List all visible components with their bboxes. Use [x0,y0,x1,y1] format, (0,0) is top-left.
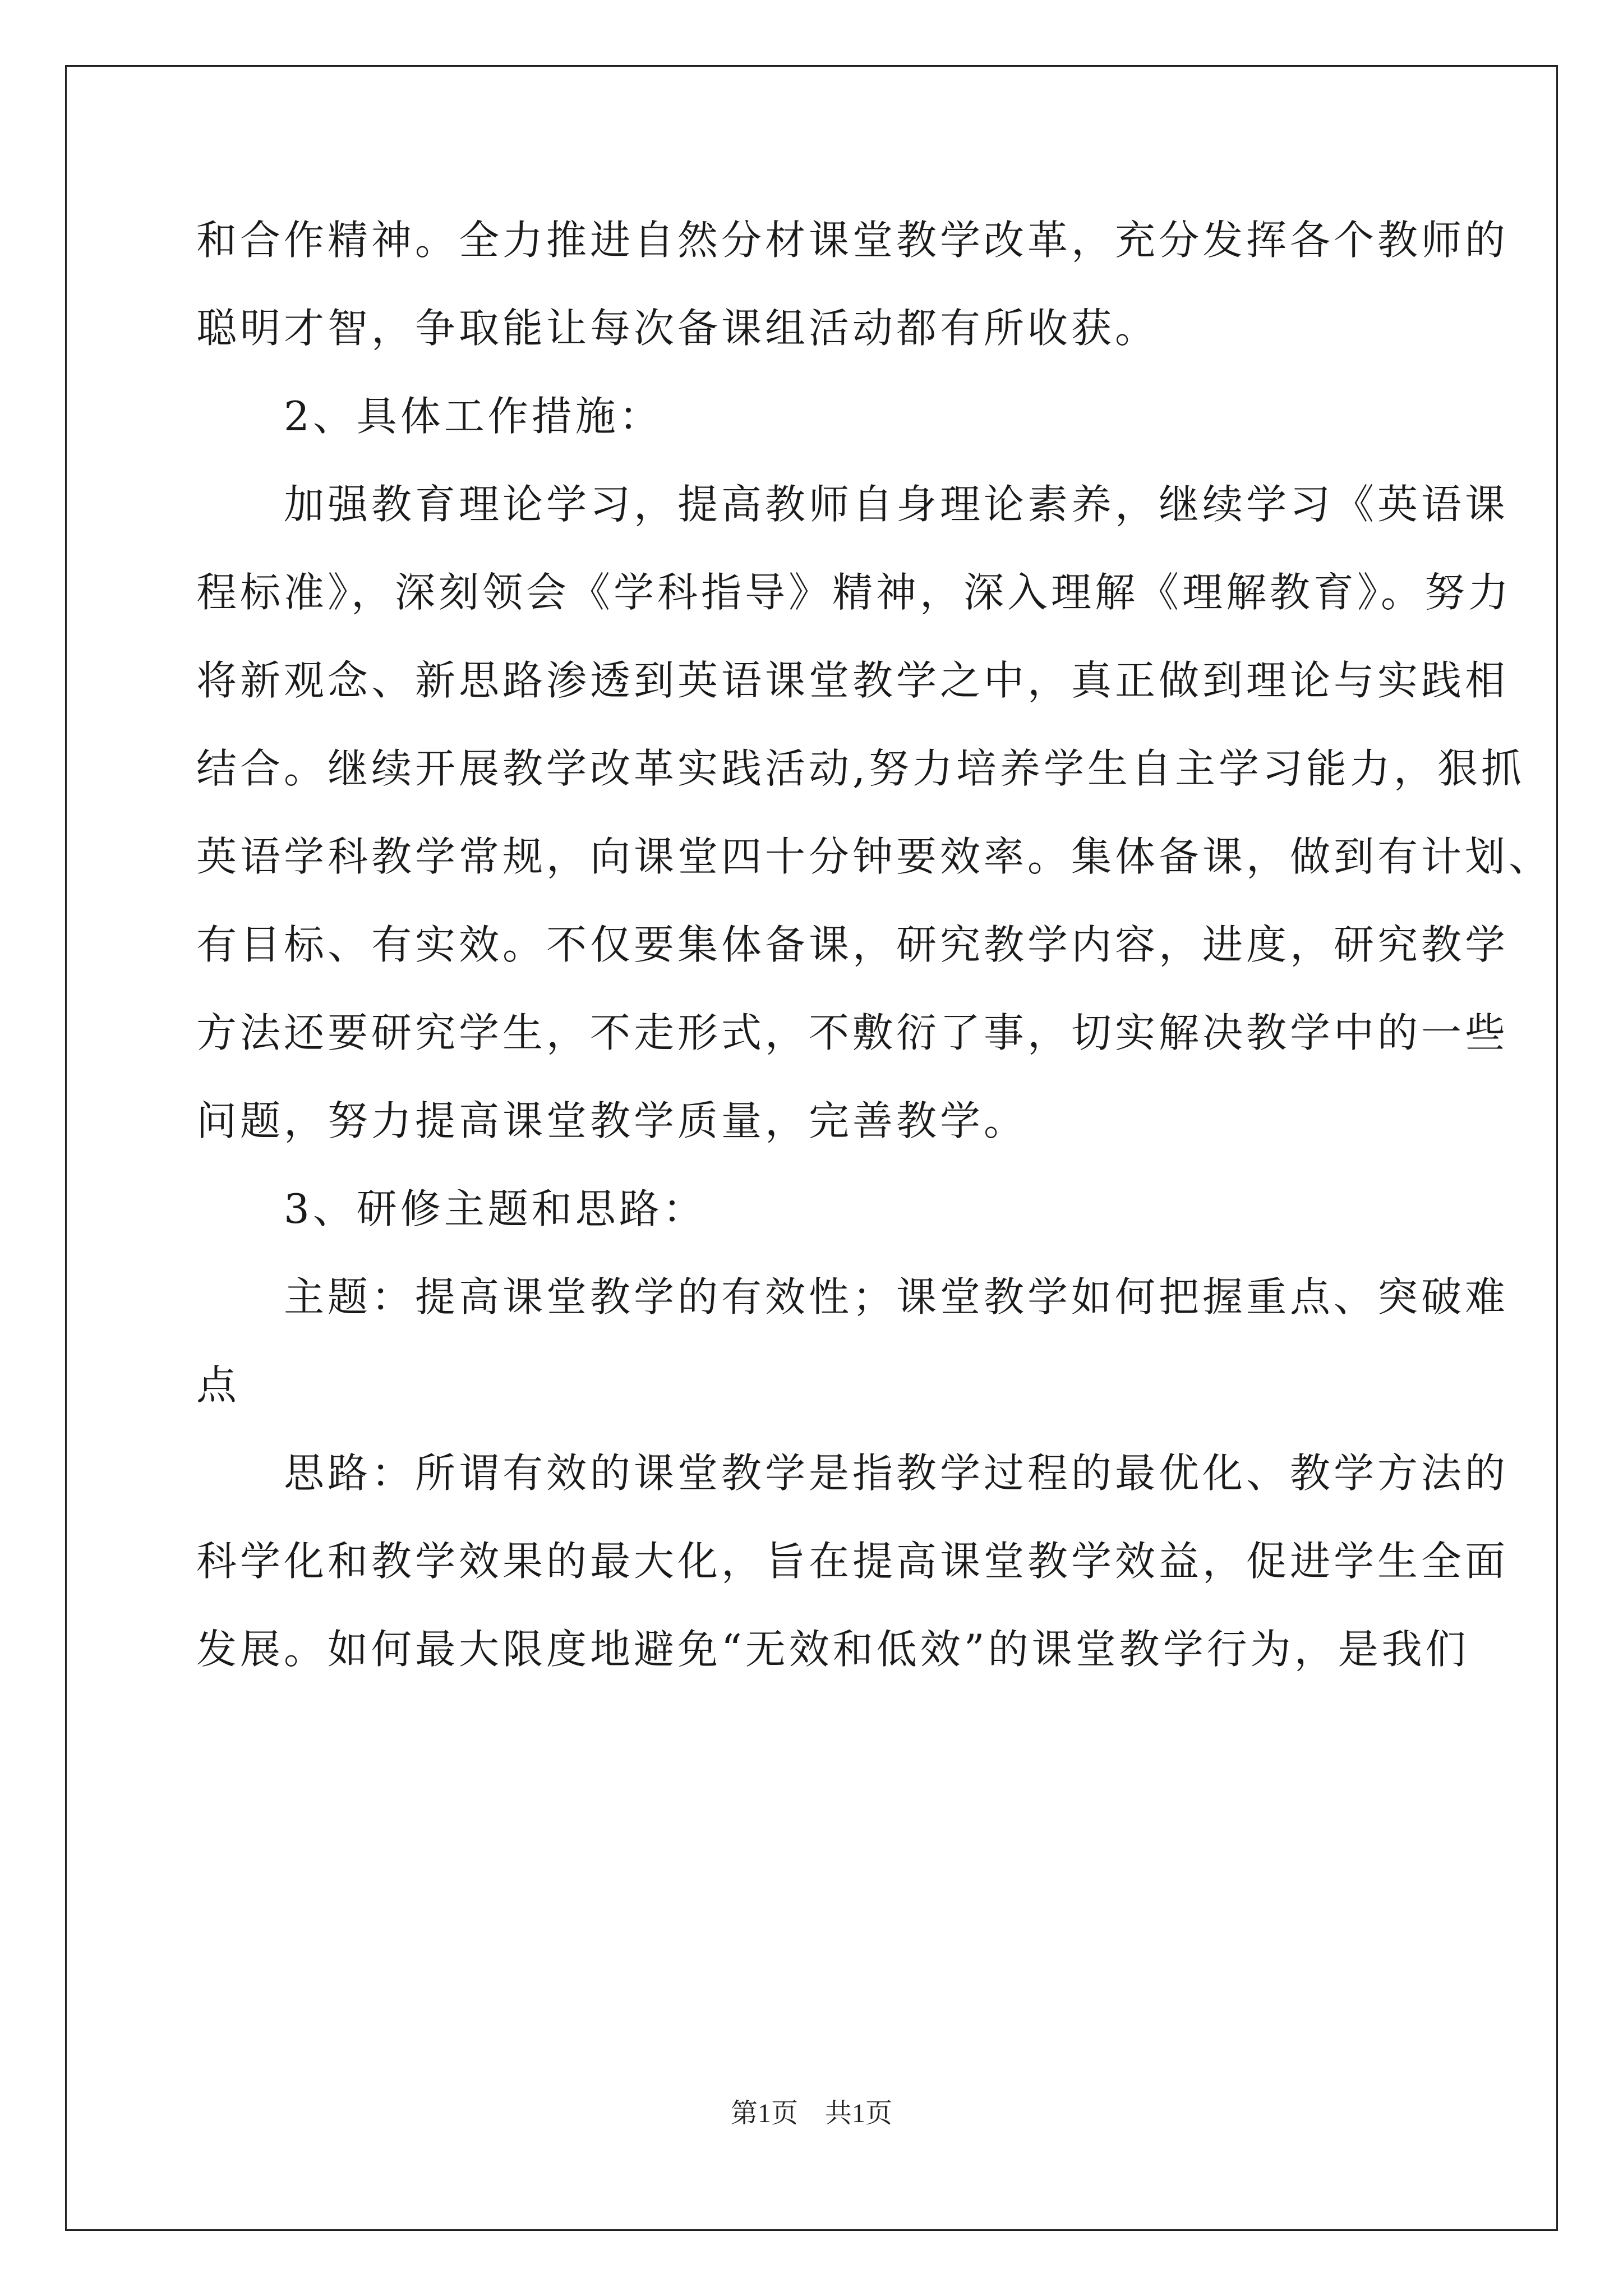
text-line: 结合。继续开展教学改革实践活动,努力培养学生自主学习能力，狠抓 [196,745,1525,792]
text-line: 主题：提高课堂教学的有效性；课堂教学如何把握重点、突破难 [196,1273,1509,1320]
text-line: 点 [196,1361,241,1409]
text-line: 聪明才智，争取能让每次备课组活动都有所收获。 [196,305,1159,352]
text-line: 发展。如何最大限度地避免“无效和低效”的课堂教学行为，是我们 [196,1626,1469,1673]
text-line: 问题，努力提高课堂教学质量，完善教学。 [196,1097,1028,1144]
page-number: 第1页 [730,2099,798,2128]
text-line: 加强教育理论学习，提高教师自身理论素养，继续学习《英语课 [196,481,1509,528]
text-line: 思路：所谓有效的课堂教学是指教学过程的最优化、教学方法的 [196,1450,1509,1497]
page-total: 共1页 [825,2099,893,2128]
text-line: 和合作精神。全力推进自然分材课堂教学改革，充分发挥各个教师的 [196,217,1509,264]
section-heading: 2、具体工作措施： [196,393,663,440]
text-line: 有目标、有实效。不仅要集体备课，研究教学内容，进度，研究教学 [196,921,1509,968]
text-line: 英语学科教学常规，向课堂四十分钟要效率。集体备课，做到有计划、 [196,833,1553,880]
page-footer [0,2091,1623,2130]
section-heading: 3、研修主题和思路： [196,1185,707,1232]
text-line: 科学化和教学效果的最大化，旨在提高课堂教学效益，促进学生全面 [196,1538,1509,1585]
text-line: 将新观念、新思路渗透到英语课堂教学之中，真正做到理论与实践相 [196,657,1509,704]
text-line: 方法还要研究学生，不走形式，不敷衍了事，切实解决教学中的一些 [196,1009,1509,1056]
document-body [196,196,1553,1694]
text-line: 程标准》，深刻领会《学科指导》精神，深入理解《理解教育》。努力 [196,569,1513,616]
